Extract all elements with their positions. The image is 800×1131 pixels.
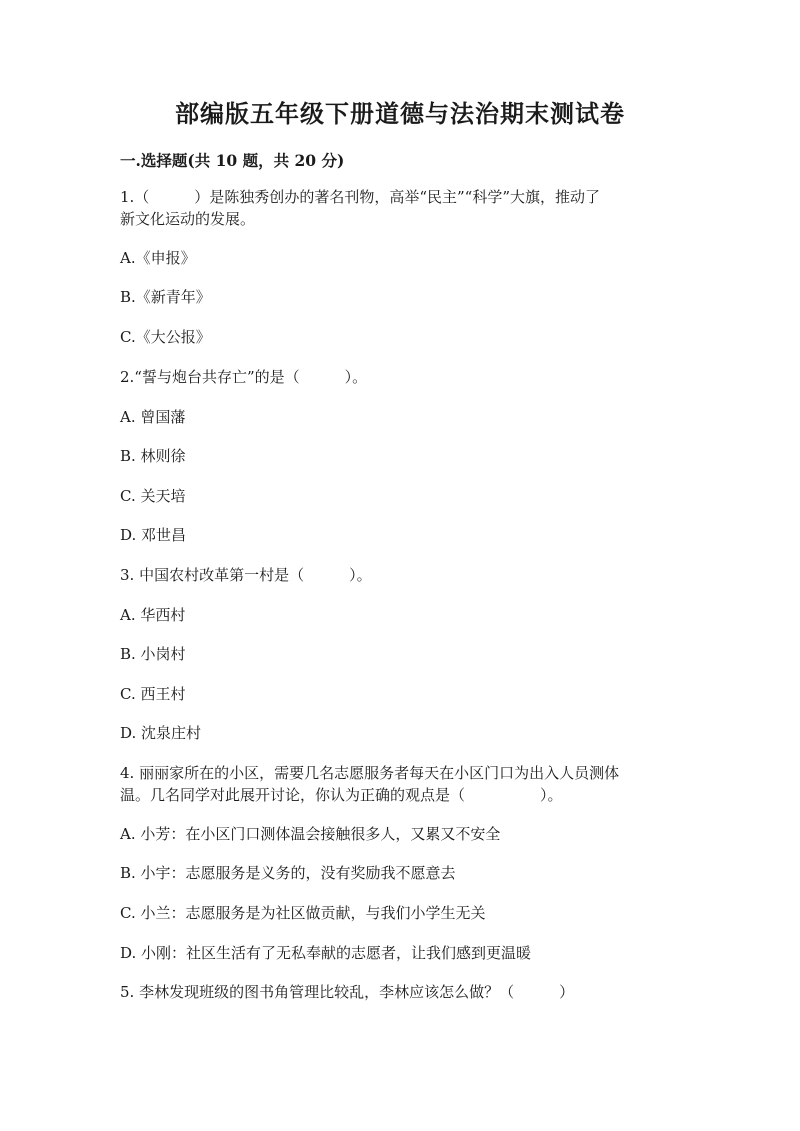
section-heading: 一.选择题(共 10 题，共 20 分): [120, 151, 345, 170]
question-3-option-d: D. 沈泉庄村: [120, 724, 202, 742]
question-2-option-c: C. 关天培: [120, 487, 186, 505]
question-1-stem-line-2: 新文化运动的发展。: [120, 210, 256, 228]
question-3-option-a: A. 华西村: [120, 606, 186, 624]
question-1-stem-line-1: 1.（ ）是陈独秀创办的著名刊物，高举“民主”“科学”大旗，推动了: [120, 188, 600, 206]
question-4-option-a: A. 小芳：在小区门口测体温会接触很多人，又累又不安全: [120, 825, 501, 843]
question-2-option-b: B. 林则徐: [120, 447, 186, 465]
question-4-stem-line-2: 温。几名同学对此展开讨论，你认为正确的观点是（ ）。: [120, 786, 563, 804]
question-1-option-c: C.《大公报》: [120, 328, 211, 346]
question-3-option-c: C. 西王村: [120, 685, 186, 703]
question-4-option-b: B. 小宇：志愿服务是义务的，没有奖励我不愿意去: [120, 864, 456, 882]
question-3-option-b: B. 小岗村: [120, 645, 186, 663]
question-3-stem: 3. 中国农村改革第一村是（ ）。: [120, 566, 372, 584]
question-2-option-a: A. 曾国藩: [120, 408, 186, 426]
question-4-stem-line-1: 4. 丽丽家所在的小区，需要几名志愿服务者每天在小区门口为出入人员测体: [120, 764, 620, 782]
question-1-option-b: B.《新青年》: [120, 288, 211, 306]
question-2-option-d: D. 邓世昌: [120, 526, 187, 544]
page-title: 部编版五年级下册道德与法治期末测试卷: [175, 99, 625, 128]
question-1-option-a: A.《申报》: [120, 249, 196, 267]
question-5-stem: 5. 李林发现班级的图书角管理比较乱，李林应该怎么做？（ ）: [120, 983, 575, 1001]
question-4-option-d: D. 小刚：社区生活有了无私奉献的志愿者，让我们感到更温暖: [120, 944, 532, 962]
question-4-option-c: C. 小兰：志愿服务是为社区做贡献，与我们小学生无关: [120, 904, 486, 922]
question-2-stem: 2.“誓与炮台共存亡”的是（ ）。: [120, 368, 368, 386]
